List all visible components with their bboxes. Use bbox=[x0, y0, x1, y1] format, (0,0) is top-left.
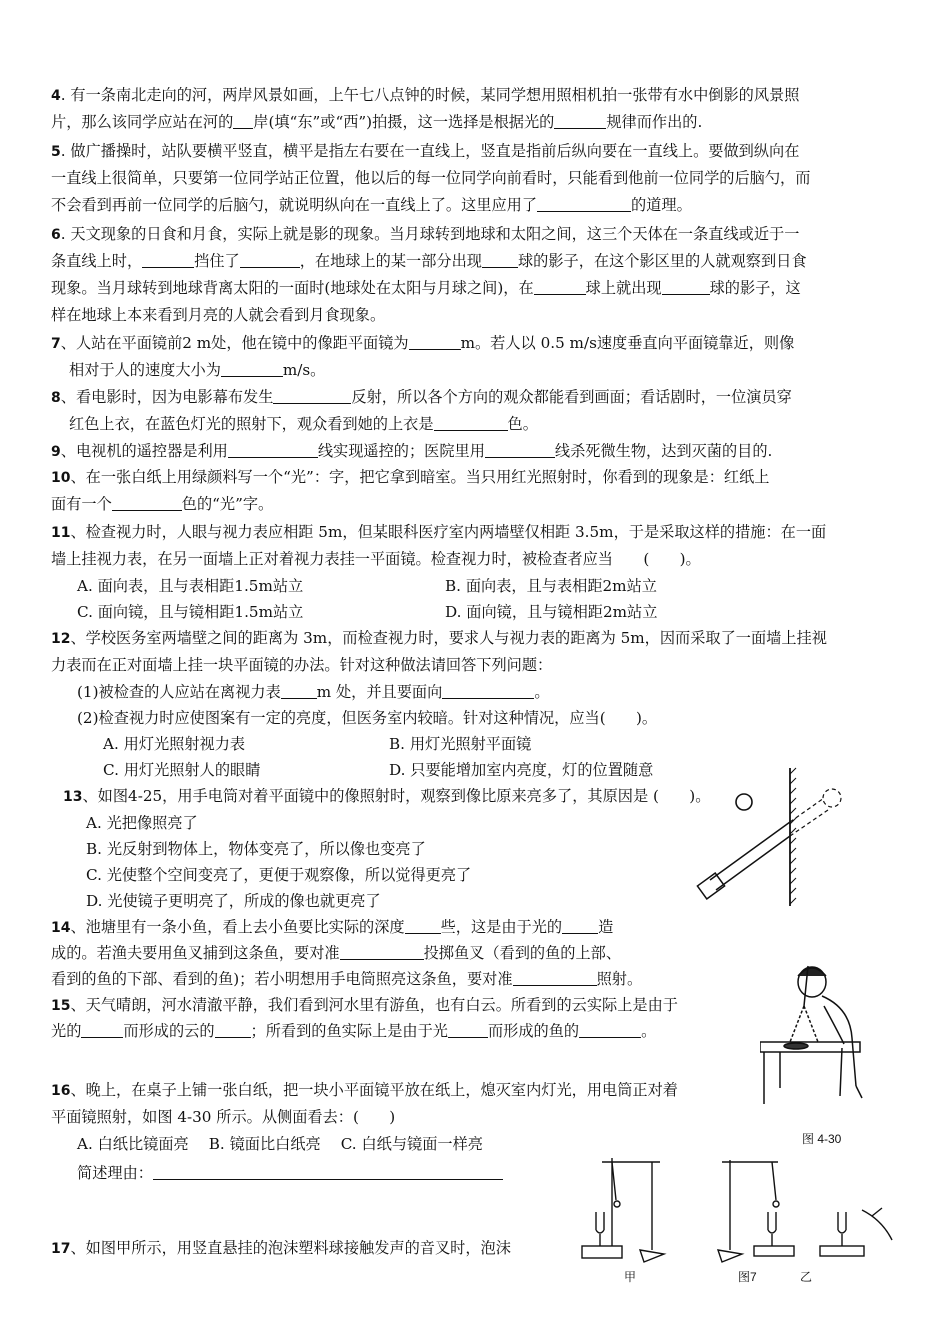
text-run: 投掷鱼叉（看到的鱼的上部、 bbox=[423, 944, 621, 962]
question-number: 5 bbox=[51, 144, 61, 160]
text-run: 挡住了 bbox=[194, 252, 240, 270]
text-line bbox=[51, 467, 769, 488]
mirror-image-dashed bbox=[790, 789, 841, 836]
text-line bbox=[86, 813, 198, 833]
text-run: 片，那么该同学应站在河的 bbox=[51, 113, 234, 131]
person-legs bbox=[840, 1048, 862, 1098]
text-run: 、检查视力时，人眼与视力表应相距 5m，但某眼科医疗室内两墙壁仅相距 3.5m，于是采取这样的措施：在一面 bbox=[70, 523, 827, 541]
text-run: 墙上挂视力表，在另一面墙上正对着视力表挂一平面镜。检查视力时，被检查者应当 ( )。 bbox=[51, 550, 701, 568]
text-line bbox=[51, 1080, 678, 1101]
figure-flashlight-mirror bbox=[696, 760, 854, 910]
answer-blank bbox=[537, 196, 631, 212]
text-line bbox=[77, 682, 550, 702]
ball-object bbox=[736, 794, 752, 810]
text-run: B. 面向表，且与表相距2m站立 bbox=[445, 577, 657, 595]
answer-blank bbox=[485, 442, 555, 458]
text-run: B. 用灯光照射平面镜 bbox=[389, 735, 532, 753]
text-run: 线杀死微生物，达到灭菌的目的. bbox=[554, 442, 773, 460]
text-run: 反射，所以各个方向的观众都能看到画面；看话剧时，一位演员穿 bbox=[351, 388, 792, 406]
answer-blank bbox=[228, 442, 318, 458]
text-line bbox=[51, 943, 621, 963]
text-run: 。 bbox=[641, 1022, 657, 1040]
text-run: 而形成的云的 bbox=[123, 1022, 215, 1040]
text-run: 、在一张白纸上用绿颜料写一个“光”：字，把它拿到暗室。当只用红光照射时，你看到的现象是：红纸上 bbox=[70, 468, 770, 486]
answer-blank bbox=[442, 683, 534, 699]
caption-yi: 乙 bbox=[800, 1270, 813, 1284]
answer-blank bbox=[81, 1022, 123, 1038]
hair bbox=[798, 968, 826, 976]
text-run: 相对于人的速度大小为 bbox=[69, 361, 221, 379]
text-line bbox=[51, 1107, 395, 1127]
text-run: A. 面向表，且与表相距1.5m站立 bbox=[77, 577, 304, 595]
text-run: 、电视机的遥控器是利用 bbox=[60, 442, 228, 460]
text-run: 色。 bbox=[507, 415, 538, 433]
text-line bbox=[86, 839, 426, 859]
text-run: m/s。 bbox=[282, 361, 326, 379]
question-number: 4 bbox=[51, 88, 61, 104]
text-run: 的道理。 bbox=[631, 196, 692, 214]
answer-blank bbox=[579, 1022, 641, 1038]
text-line bbox=[69, 360, 325, 380]
text-line bbox=[51, 85, 799, 106]
question-number: 15 bbox=[51, 998, 71, 1014]
text-run: B. 光反射到物体上，物体变亮了，所以像也变亮了 bbox=[86, 840, 426, 858]
text-run: m 处，并且要面向 bbox=[316, 683, 443, 701]
answer-blank bbox=[405, 918, 441, 934]
text-run: 平面镜照射，如图 4-30 所示。从侧面看去：( ) bbox=[51, 1108, 396, 1126]
text-line bbox=[445, 602, 657, 622]
text-run: 条直线上时， bbox=[51, 252, 143, 270]
answer-blank bbox=[233, 113, 253, 129]
text-run: 、学校医务室两墙壁之间的距离为 3m，而检查视力时，要求人与视力表的距离为 5m，因而采取了一面墙上挂视 bbox=[70, 629, 827, 647]
text-run: ；所看到的鱼实际上是由于光 bbox=[250, 1022, 448, 1040]
text-line bbox=[51, 195, 692, 215]
answer-blank bbox=[142, 252, 194, 268]
answer-blank bbox=[153, 1164, 503, 1180]
text-run: C. 光使整个空间变亮了，更便于观察像，所以觉得更亮了 bbox=[86, 866, 472, 884]
text-run: 、如图4-25，用手电筒对着平面镜中的像照射时，观察到像比原来亮多了，其原因是 ( )。 bbox=[82, 787, 711, 805]
text-run: 、如图甲所示，用竖直悬挂的泡沫塑料球接触发声的音叉时，泡沫 bbox=[70, 1239, 511, 1257]
answer-blank bbox=[112, 495, 182, 511]
text-line bbox=[445, 576, 657, 596]
text-line bbox=[51, 494, 273, 514]
text-run: C. 面向镜，且与镜相距1.5m站立 bbox=[77, 603, 304, 621]
figure-person-flashlight-table bbox=[760, 958, 890, 1108]
text-run: 线实现遥控的；医院里用 bbox=[317, 442, 485, 460]
text-run: 规律而作出的. bbox=[606, 113, 703, 131]
text-run: C. 用灯光照射人的眼睛 bbox=[103, 761, 261, 779]
text-line bbox=[389, 734, 531, 754]
text-run: 、看电影时，因为电影幕布发生 bbox=[60, 388, 274, 406]
question-number: 7 bbox=[51, 336, 61, 352]
answer-blank bbox=[281, 683, 317, 699]
text-line bbox=[51, 628, 827, 649]
flashlight bbox=[697, 822, 790, 899]
text-line bbox=[51, 441, 772, 462]
text-line bbox=[51, 168, 810, 188]
text-run: 、晚上，在桌子上铺一张白纸，把一块小平面镜平放在纸上，熄灭室内灯光，用电筒正对着 bbox=[70, 1081, 678, 1099]
answer-blank bbox=[240, 252, 300, 268]
text-run: . 天文现象的日食和月食，实际上就是影的现象。当月球转到地球和太阳之间，这三个天体在一条直线或近于一 bbox=[60, 225, 800, 243]
answer-blank bbox=[662, 279, 710, 295]
text-line bbox=[51, 1021, 656, 1041]
answer-blank bbox=[434, 415, 508, 431]
text-run: A. 白纸比镜面亮 B. 镜面比白纸亮 C. 白纸与镜面一样亮 bbox=[77, 1135, 483, 1153]
text-run: 、池塘里有一条小鱼，看上去小鱼要比实际的深度 bbox=[70, 918, 405, 936]
text-run: 看到的鱼的下部、看到的鱼)；若小明想用手电筒照亮这条鱼，要对准 bbox=[51, 970, 513, 988]
text-run: 一直线上很简单，只要第一位同学站正位置，他以后的每一位同学向前看时，只能看到他前一位同学的后脑勺，而 bbox=[51, 169, 811, 187]
text-run: 而形成的鱼的 bbox=[487, 1022, 580, 1040]
question-number: 13 bbox=[63, 789, 83, 805]
answer-blank bbox=[562, 918, 598, 934]
answer-blank bbox=[482, 252, 518, 268]
text-run: 照射。 bbox=[596, 970, 643, 988]
answer-blank bbox=[221, 361, 283, 377]
caption-fig7: 图7 bbox=[738, 1270, 757, 1284]
answer-blank bbox=[534, 279, 586, 295]
question-number: 17 bbox=[51, 1241, 71, 1257]
text-run: 球上就出现 bbox=[585, 279, 662, 297]
text-line bbox=[51, 333, 794, 354]
text-run: (1)被检查的人应站在离视力表 bbox=[77, 683, 281, 701]
text-run: A. 光把像照亮了 bbox=[86, 814, 198, 832]
text-run: 面有一个 bbox=[51, 495, 112, 513]
text-run: D. 只要能增加室内亮度，灯的位置随意 bbox=[389, 761, 654, 779]
text-line bbox=[51, 1238, 511, 1259]
answer-blank bbox=[273, 388, 351, 404]
question-number: 8 bbox=[51, 390, 61, 406]
text-line bbox=[103, 734, 245, 754]
text-run: 、天气晴朗，河水清澈平静，我们看到河水里有游鱼，也有白云。所看到的云实际上是由于 bbox=[70, 996, 678, 1014]
answer-blank bbox=[340, 944, 424, 960]
caption-fig-4-30: 图 4-30 bbox=[802, 1132, 842, 1146]
text-line bbox=[51, 522, 826, 543]
text-run: 现象。当月球转到地球背离太阳的一面时(地球处在太阳与月球之间)，在 bbox=[51, 279, 534, 297]
answer-blank bbox=[409, 334, 461, 350]
person-body bbox=[822, 996, 856, 1086]
text-line bbox=[51, 387, 792, 408]
figure-tuning-forks bbox=[572, 1150, 912, 1270]
text-line bbox=[77, 708, 657, 728]
light-cone bbox=[790, 1006, 818, 1042]
question-number: 12 bbox=[51, 631, 71, 647]
answer-blank bbox=[448, 1022, 488, 1038]
text-line bbox=[51, 655, 552, 675]
table-top bbox=[760, 1042, 860, 1052]
text-run: 样在地球上本来看到月亮的人就会看到月食现象。 bbox=[51, 306, 386, 324]
text-run: . 做广播操时，站队要横平竖直，横平是指左右要在一直线上，竖直是指前后纵向要在一直线上。要做到纵向在 bbox=[60, 142, 800, 160]
text-run: (2)检查视力时应使图案有一定的亮度，但医务室内较暗。针对这种情况，应当( )。 bbox=[77, 709, 658, 727]
text-line bbox=[51, 995, 678, 1016]
text-run: 球的影子，这 bbox=[709, 279, 801, 297]
text-line bbox=[51, 278, 801, 298]
text-line bbox=[77, 576, 303, 596]
text-run: D. 光使镜子更明亮了，所成的像也就更亮了 bbox=[86, 892, 381, 910]
question-number: 16 bbox=[51, 1083, 71, 1099]
text-line bbox=[51, 112, 702, 132]
text-run: 。 bbox=[534, 683, 550, 701]
text-run: 些，这是由于光的 bbox=[440, 918, 563, 936]
text-line bbox=[51, 969, 642, 989]
text-run: 成的。若渔夫要用鱼叉捕到这条鱼，要对准 bbox=[51, 944, 340, 962]
text-line bbox=[51, 549, 701, 569]
text-run: 红色上衣，在蓝色灯光的照射下，观众看到她的上衣是 bbox=[69, 415, 434, 433]
question-number: 14 bbox=[51, 920, 71, 936]
text-line bbox=[86, 891, 381, 911]
question-number: 11 bbox=[51, 525, 71, 541]
text-line bbox=[77, 602, 303, 622]
text-line bbox=[77, 1163, 503, 1183]
text-run: D. 面向镜，且与镜相距2m站立 bbox=[445, 603, 658, 621]
text-line bbox=[69, 414, 538, 434]
text-line bbox=[86, 865, 471, 885]
arm bbox=[824, 1006, 844, 1044]
text-run: 色的“光”字。 bbox=[181, 495, 274, 513]
text-line bbox=[389, 760, 653, 780]
text-line bbox=[77, 1134, 483, 1154]
text-run: 岸(填“东”或“西”)拍摄，这一选择是根据光的 bbox=[253, 113, 555, 131]
text-run: m。若人以 0.5 m/s速度垂直向平面镜靠近，则像 bbox=[460, 334, 795, 352]
answer-blank bbox=[215, 1022, 251, 1038]
text-run: 造 bbox=[598, 918, 614, 936]
question-number: 6 bbox=[51, 227, 61, 243]
text-run: ，在地球上的某一部分出现 bbox=[299, 252, 482, 270]
text-line bbox=[63, 786, 710, 807]
text-line bbox=[51, 917, 613, 938]
text-run: 球的影子，在这个影区里的人就观察到日食 bbox=[517, 252, 807, 270]
text-run: . 有一条南北走向的河，两岸风景如画，上午七八点钟的时候，某同学想用照相机拍一张带有水中倒影的风景照 bbox=[60, 86, 800, 104]
question-number: 10 bbox=[51, 470, 71, 486]
caption-jia: 甲 bbox=[624, 1270, 637, 1284]
answer-blank bbox=[513, 970, 597, 986]
text-run: 光的 bbox=[51, 1022, 82, 1040]
answer-blank bbox=[554, 113, 606, 129]
question-number: 9 bbox=[51, 444, 61, 460]
text-run: 力表而在正对面墙上挂一块平面镜的办法。针对这种做法请回答下列问题： bbox=[51, 656, 553, 674]
mirror-on-paper bbox=[784, 1043, 808, 1049]
text-line bbox=[51, 224, 799, 245]
text-line bbox=[51, 141, 799, 162]
text-run: 、人站在平面镜前2 m处，他在镜中的像距平面镜为 bbox=[60, 334, 409, 352]
text-line bbox=[51, 251, 807, 271]
text-line bbox=[103, 760, 260, 780]
text-run: A. 用灯光照射视力表 bbox=[103, 735, 246, 753]
text-line bbox=[51, 305, 385, 325]
text-run: 不会看到再前一位同学的后脑勺，就说明纵向在一直线上了。这里应用了 bbox=[51, 196, 537, 214]
text-run: 简述理由： bbox=[77, 1164, 153, 1182]
